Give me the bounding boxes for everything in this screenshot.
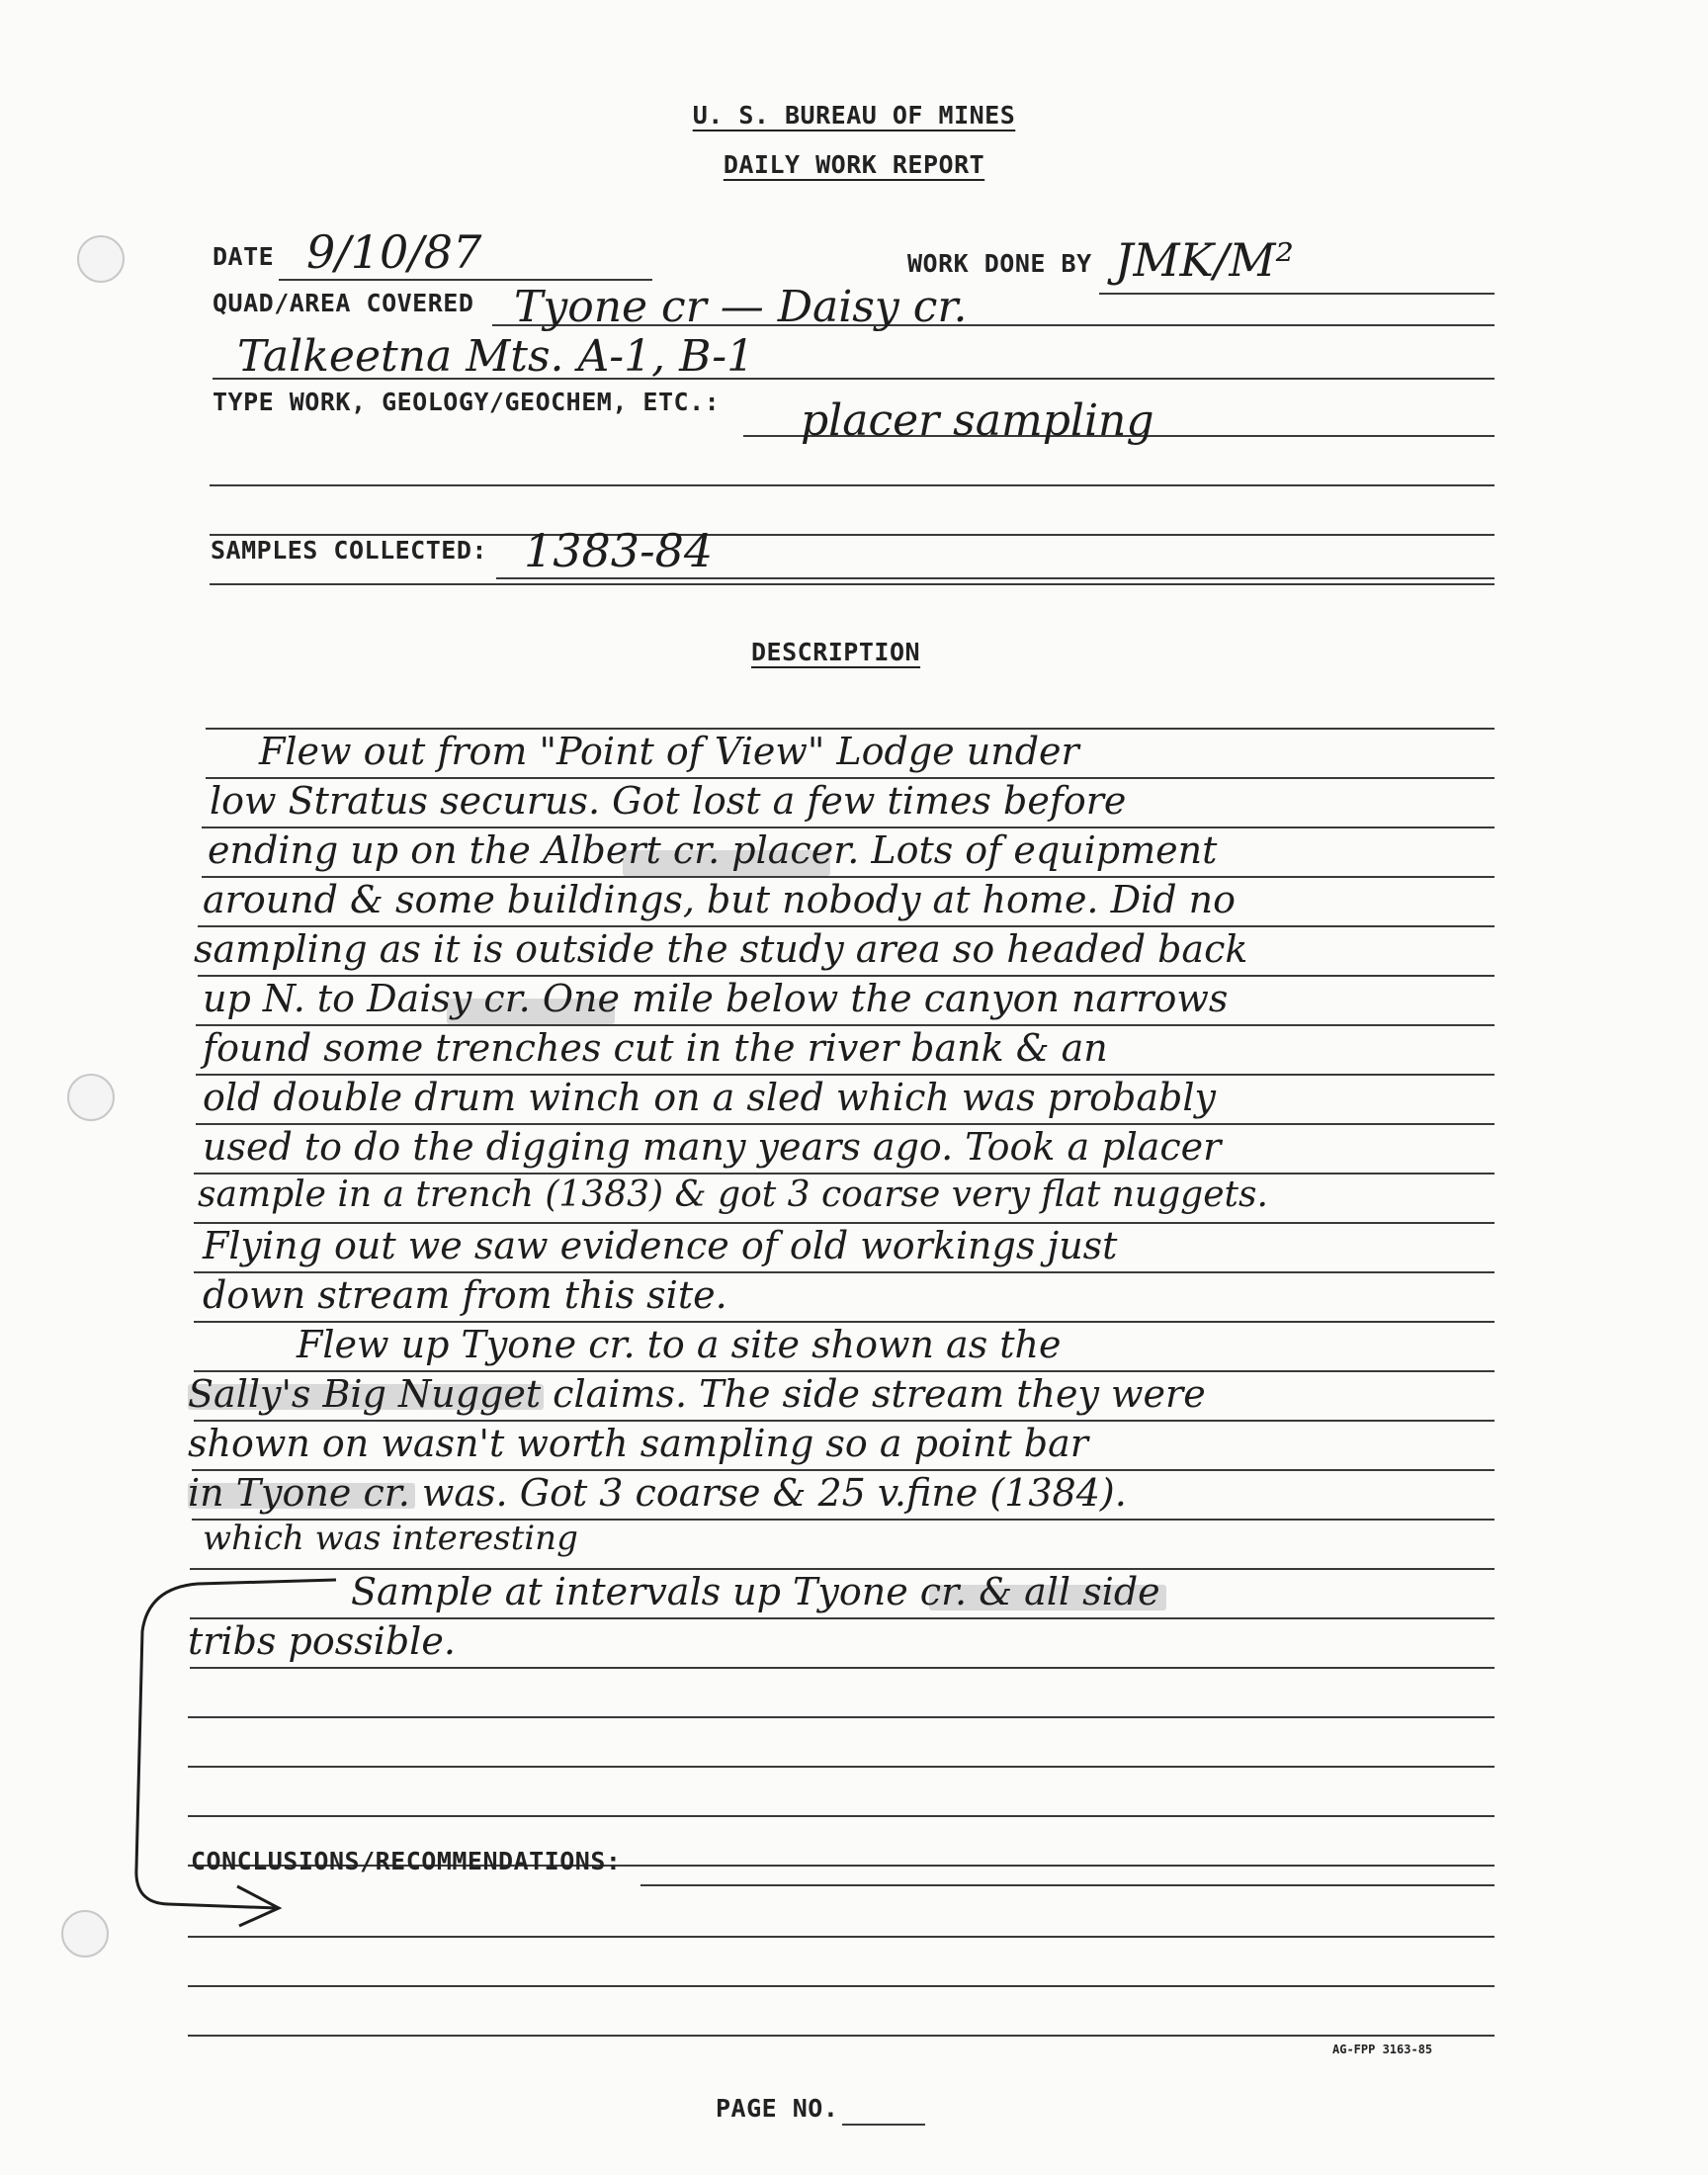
desc-rule (188, 1716, 1494, 1718)
punch-hole-top (77, 235, 125, 283)
description-line: Flew out from "Point of View" Lodge under (259, 730, 1079, 773)
quad-area-value: Tyone cr — Daisy cr. (514, 282, 968, 332)
description-line: low Stratus securus. Got lost a few times before (210, 779, 1127, 823)
description-line: ending up on the Albert cr. placer. Lots of equipment (208, 828, 1218, 872)
description-line: shown on wasn't worth sampling so a point bar (188, 1422, 1088, 1465)
punch-hole-middle (67, 1074, 115, 1121)
conclusions-rule (188, 1936, 1494, 1938)
quad-area-label: QUAD/AREA COVERED (213, 289, 474, 317)
form-title: DAILY WORK REPORT (723, 150, 985, 179)
work-done-by-label: WORK DONE BY (907, 249, 1092, 278)
description-line: Flying out we saw evidence of old workings just (203, 1224, 1118, 1267)
date-label: DATE (213, 242, 275, 271)
conclusions-rule (640, 1884, 1494, 1886)
description-line: Flew up Tyone cr. to a site shown as the (297, 1323, 1062, 1366)
description-line: Sample at intervals up Tyone cr. & all side (351, 1570, 1160, 1613)
description-line: old double drum winch on a sled which was probably (203, 1076, 1216, 1119)
desc-rule (190, 1667, 1494, 1669)
page-number-rule (842, 2124, 925, 2126)
description-line: Sally's Big Nugget claims. The side stream they were (188, 1372, 1206, 1416)
work-done-by-rule (1099, 293, 1494, 295)
samples-value: 1383-84 (524, 524, 714, 577)
description-line: around & some buildings, but nobody at home. Did no (203, 878, 1236, 921)
samples-label: SAMPLES COLLECTED: (211, 536, 487, 565)
description-heading: DESCRIPTION (751, 638, 921, 666)
samples-rule (496, 577, 1494, 579)
agency-title: U. S. BUREAU OF MINES (692, 101, 1016, 130)
conclusions-label: CONCLUSIONS/RECOMMENDATIONS: (191, 1847, 622, 1875)
description-line: up N. to Daisy cr. One mile below the canyon narrows (203, 977, 1229, 1020)
description-line: found some trenches cut in the river bank & an (203, 1026, 1108, 1070)
type-work-label: TYPE WORK, GEOLOGY/GEOCHEM, ETC.: (213, 388, 721, 416)
date-value: 9/10/87 (306, 225, 482, 279)
description-line: down stream from this site. (203, 1273, 727, 1317)
work-done-by-value: JMK/M² (1115, 233, 1294, 287)
description-line: sampling as it is outside the study area so headed back (194, 927, 1248, 971)
description-line: which was interesting (203, 1519, 578, 1558)
punch-hole-bottom (61, 1910, 109, 1958)
description-line: sample in a trench (1383) & got 3 coarse very flat nuggets. (198, 1174, 1268, 1215)
desc-rule (188, 1815, 1494, 1817)
description-line: in Tyone cr. was. Got 3 coarse & 25 v.fine (1384). (188, 1471, 1127, 1515)
type-work-rule-2 (210, 484, 1494, 486)
conclusions-rule (188, 1985, 1494, 1987)
samples-rule-2 (210, 583, 1494, 585)
quad-area-value-2: Talkeetna Mts. A-1, B-1 (237, 331, 755, 382)
page-number-label: PAGE NO. (716, 2094, 839, 2123)
description-line: used to do the digging many years ago. Took a placer (203, 1125, 1222, 1169)
desc-rule (188, 1766, 1494, 1768)
description-line: tribs possible. (188, 1619, 456, 1663)
type-work-value: placer sampling (801, 395, 1154, 446)
form-code: AG-FPP 3163-85 (1332, 2043, 1433, 2056)
conclusions-rule (188, 2035, 1494, 2037)
date-rule (279, 279, 652, 281)
hand-drawn-arrow (128, 1572, 366, 1938)
